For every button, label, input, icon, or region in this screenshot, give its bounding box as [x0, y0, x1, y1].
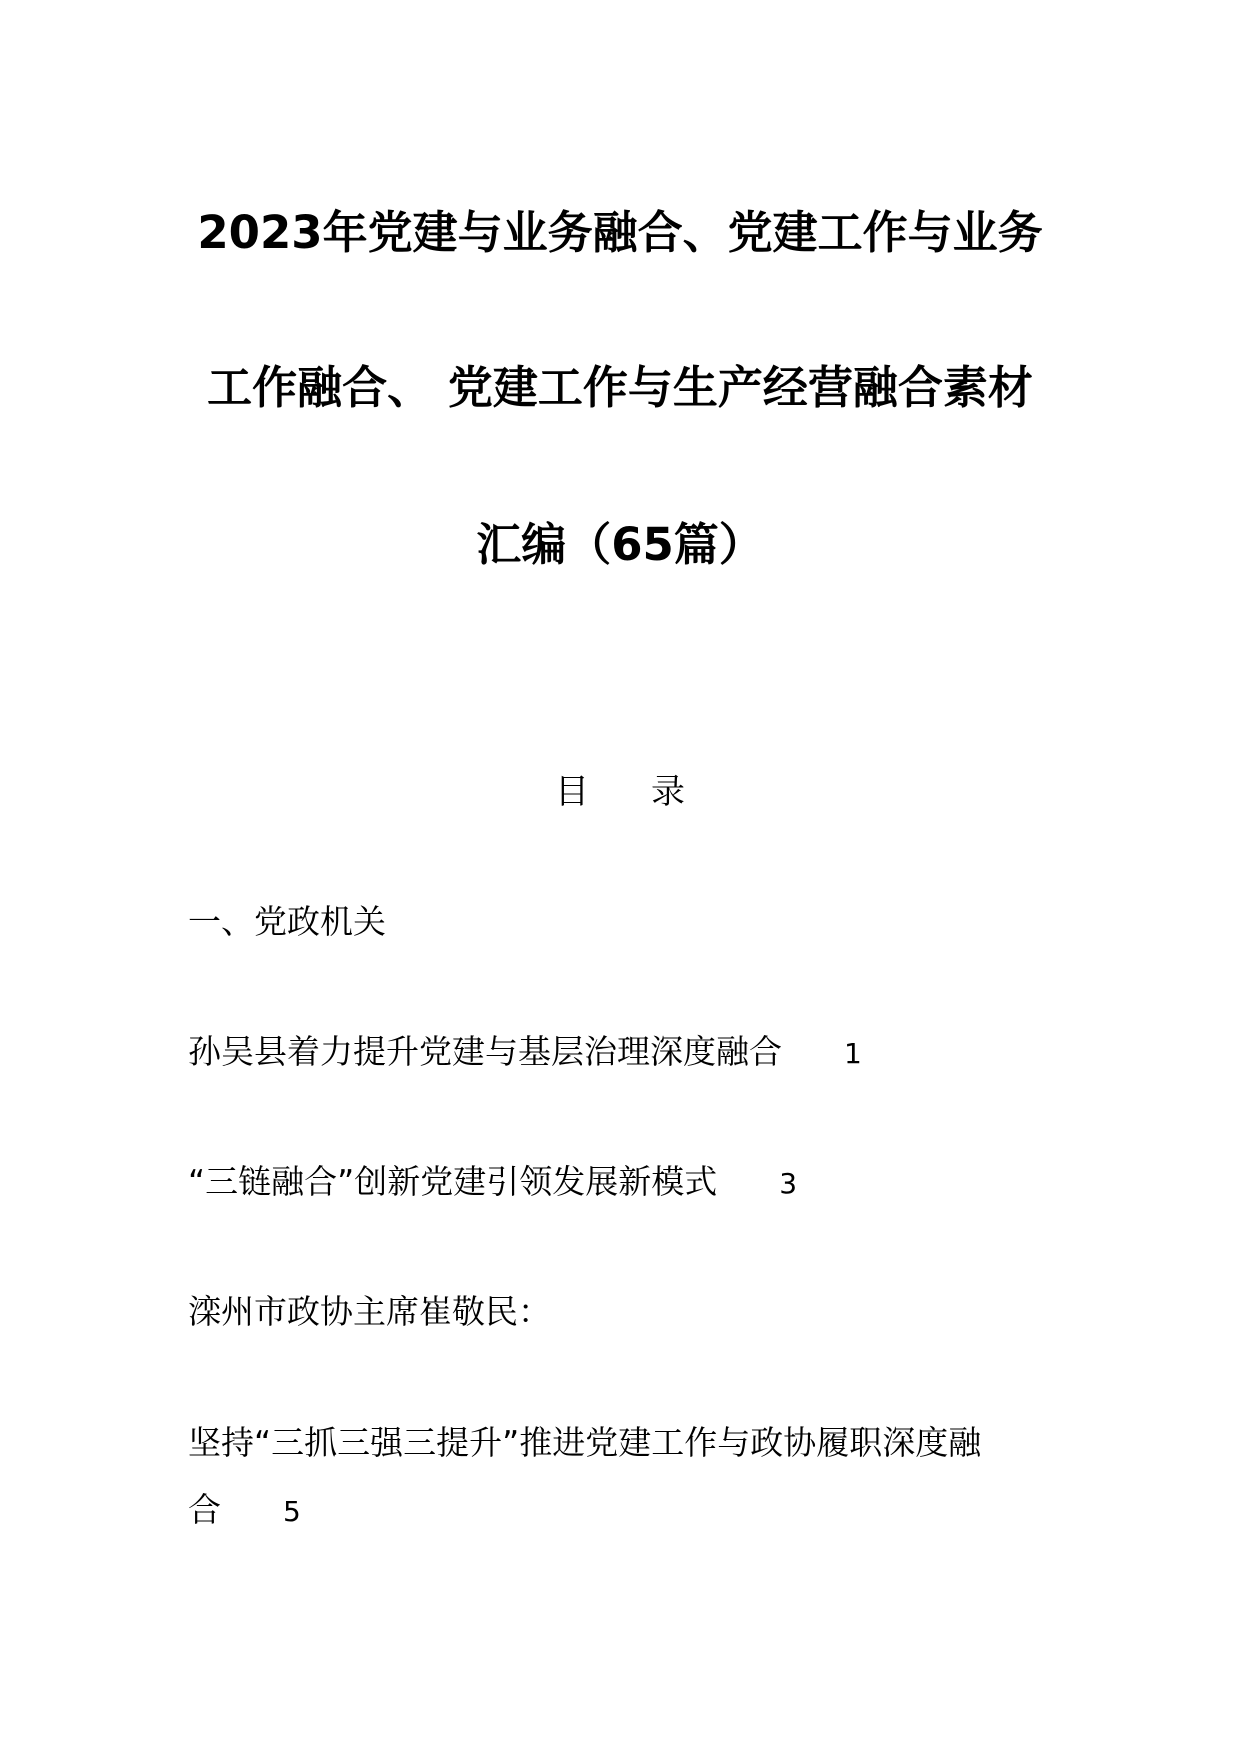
toc-entry-page: 1	[844, 1037, 862, 1070]
toc-entry[interactable]	[188, 1030, 862, 1076]
toc-entry[interactable]	[188, 1160, 797, 1206]
toc-entry-title: 孙吴县着力提升党建与基层治理深度融合	[188, 1032, 782, 1071]
toc-entry-line-2[interactable]	[188, 1488, 301, 1534]
toc-entry-title: 合	[188, 1490, 221, 1529]
toc-entry-line-1[interactable]: 坚持“三抓三强三提升”推进党建工作与政协履职深度融	[188, 1423, 982, 1462]
toc-entry-page: 5	[283, 1495, 301, 1528]
document-title-line-3: 汇编（65篇）	[476, 518, 764, 571]
toc-section-heading: 一、党政机关	[188, 902, 386, 941]
toc-speaker-line: 滦州市政协主席崔敬民：	[188, 1292, 551, 1331]
toc-entry-page: 3	[779, 1167, 798, 1200]
toc-heading: 目录	[555, 772, 747, 812]
document-title-line-1: 2023年党建与业务融合、党建工作与业务	[197, 206, 1043, 259]
document-title-line-2: 工作融合、 党建工作与生产经营融合素材	[207, 361, 1033, 414]
toc-entry-title: “三链融合”创新党建引领发展新模式	[188, 1162, 718, 1201]
